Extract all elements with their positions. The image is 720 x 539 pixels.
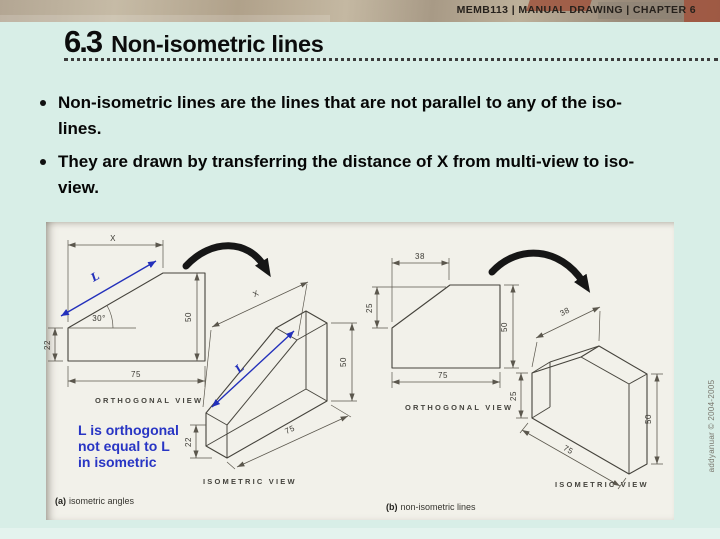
caption-panel-b <box>386 502 476 512</box>
dim-label-b-ortho-left: 25 <box>365 303 374 313</box>
dim-label-a-ortho-right: 50 <box>184 312 193 322</box>
header-texture-highlight <box>0 15 330 22</box>
dim-label-a-iso-bottom: 75 <box>283 423 297 436</box>
dim-label-b-ortho-right: 50 <box>500 322 509 332</box>
bottom-strip <box>0 528 720 539</box>
bullet-item: Non-isometric lines are the lines that are not parallel to any of the iso-lines. <box>36 90 656 142</box>
dim-label-b-iso-left: 25 <box>509 391 518 401</box>
dim-label-a-ortho-slant: L <box>88 269 102 285</box>
figure-scan-panel <box>43 222 674 520</box>
view-label-b-isometric: ISOMETRIC VIEW <box>555 480 649 489</box>
note-line: in isometric <box>78 454 157 470</box>
header-course-info: MEMB113 | MANUAL DRAWING | CHAPTER 6 <box>456 4 696 16</box>
bullet-list <box>36 90 656 208</box>
dim-label-b-ortho-top: 38 <box>415 252 425 261</box>
dim-label-a-iso-top: X <box>251 288 261 300</box>
section-title: Non-isometric lines <box>111 31 324 57</box>
dim-label-a-iso-slant: L <box>232 360 247 376</box>
bullet-item: They are drawn by transferring the distance of X from multi-view to iso-view. <box>36 149 656 201</box>
dim-label-a-iso-left: 22 <box>184 437 193 447</box>
technical-drawing <box>43 222 674 520</box>
dim-label-a-ortho-bottom: 75 <box>131 370 141 379</box>
author-credit: addyanuar © 2004-2005 <box>707 379 716 473</box>
panel-b-isometric-view <box>509 305 663 489</box>
dim-label-a-ortho-left: 22 <box>43 340 52 350</box>
dim-label-a-ortho-angle: 30° <box>92 314 106 323</box>
dim-label-b-iso-right: 50 <box>644 414 653 424</box>
header-texture-bar <box>0 0 720 22</box>
dim-label-a-iso-right: 50 <box>339 357 348 367</box>
panel-a-orthogonal-view <box>43 234 205 405</box>
dim-label-b-iso-top: 38 <box>558 305 572 319</box>
panel-a-isometric-view <box>184 282 357 486</box>
dim-label-b-ortho-bottom: 75 <box>438 371 448 380</box>
title-underline-dots <box>64 47 718 61</box>
transfer-arrow-a <box>186 246 264 266</box>
dim-label-a-ortho-top: X <box>110 234 116 243</box>
view-label-b-orthogonal: ORTHOGONAL VIEW <box>405 403 514 412</box>
caption-panel-a <box>55 496 134 506</box>
caption-a-prefix: (a) <box>55 496 66 506</box>
note-line: L is orthogonal <box>78 422 179 438</box>
transfer-arrow-b <box>492 253 583 282</box>
dim-label-b-iso-bottom: 75 <box>561 443 575 457</box>
blue-annotation-note <box>78 422 179 470</box>
section-number: 6.3 <box>64 24 102 59</box>
panel-b-orthogonal-view <box>365 252 519 412</box>
caption-b-prefix: (b) <box>386 502 398 512</box>
caption-a-text: isometric angles <box>69 496 135 506</box>
view-label-a-isometric: ISOMETRIC VIEW <box>203 477 297 486</box>
caption-b-text: non-isometric lines <box>400 502 476 512</box>
view-label-a-orthogonal: ORTHOGONAL VIEW <box>95 396 204 405</box>
note-line: not equal to L <box>78 438 170 454</box>
